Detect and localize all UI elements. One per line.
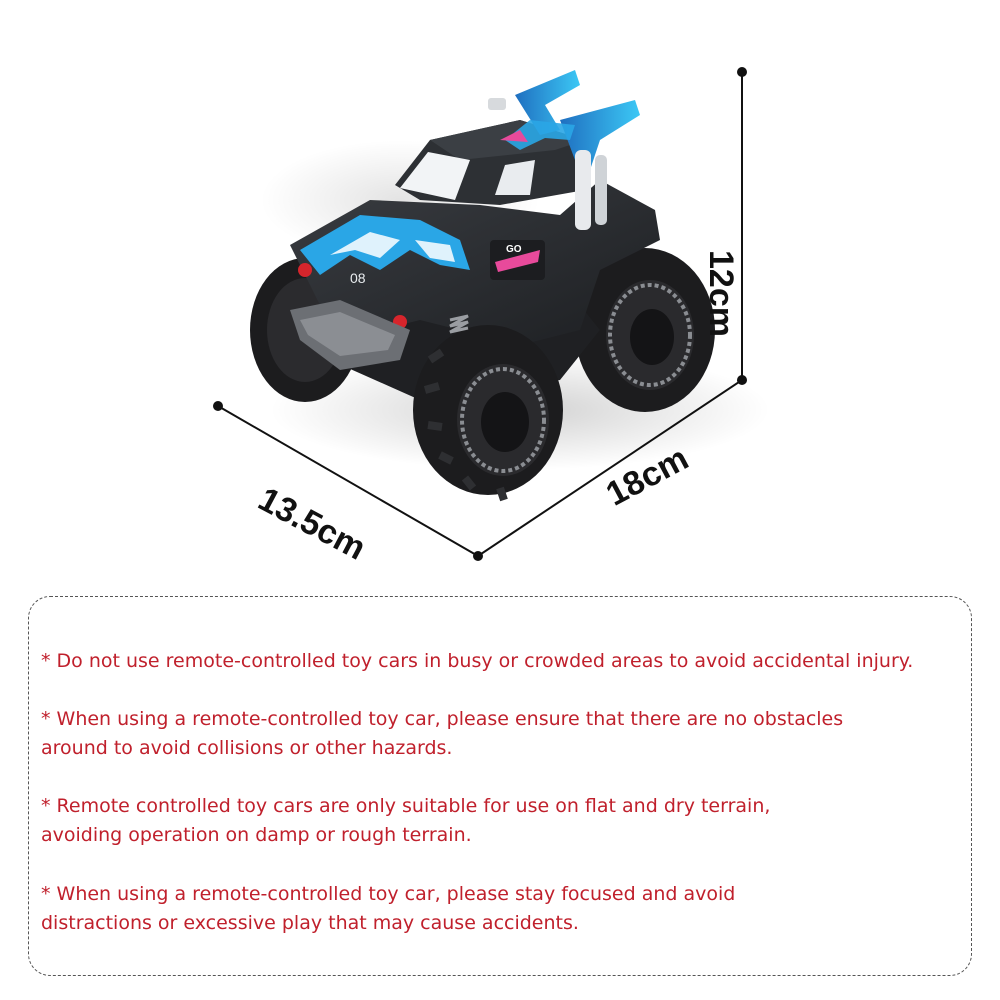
safety-note	[41, 792, 971, 850]
side-decal-text: GO	[506, 244, 522, 255]
height-dimension-label: 12cm	[702, 250, 740, 337]
headlight-left-icon	[298, 263, 312, 277]
safety-notes-box	[28, 596, 972, 976]
length-dimension-label: 18cm	[600, 439, 695, 514]
exhaust-pipe	[575, 150, 591, 230]
safety-note	[41, 880, 971, 938]
note-line: * Do not use remote-controlled toy cars in busy or crowded areas to avoid accidental injury.	[41, 650, 914, 672]
note-line: around to avoid collisions or other hazards.	[41, 737, 453, 759]
note-line: * Remote controlled toy cars are only suitable for use on flat and dry terrain,	[41, 795, 771, 817]
note-line: * When using a remote-controlled toy car, please ensure that there are no obstacles	[41, 708, 844, 730]
roof-light	[488, 98, 506, 110]
note-line: * When using a remote-controlled toy car, please stay focused and avoid	[41, 883, 736, 905]
note-line: distractions or excessive play that may cause accidents.	[41, 912, 579, 934]
width-dimension-label: 13.5cm	[252, 480, 372, 568]
front-number-decal: 08	[350, 270, 366, 286]
safety-note	[41, 705, 971, 763]
suspension-spring	[450, 316, 468, 332]
safety-note	[41, 647, 971, 676]
front-tire-icon	[413, 325, 563, 500]
side-decal	[490, 240, 545, 280]
note-line: avoiding operation on damp or rough terrain.	[41, 824, 472, 846]
